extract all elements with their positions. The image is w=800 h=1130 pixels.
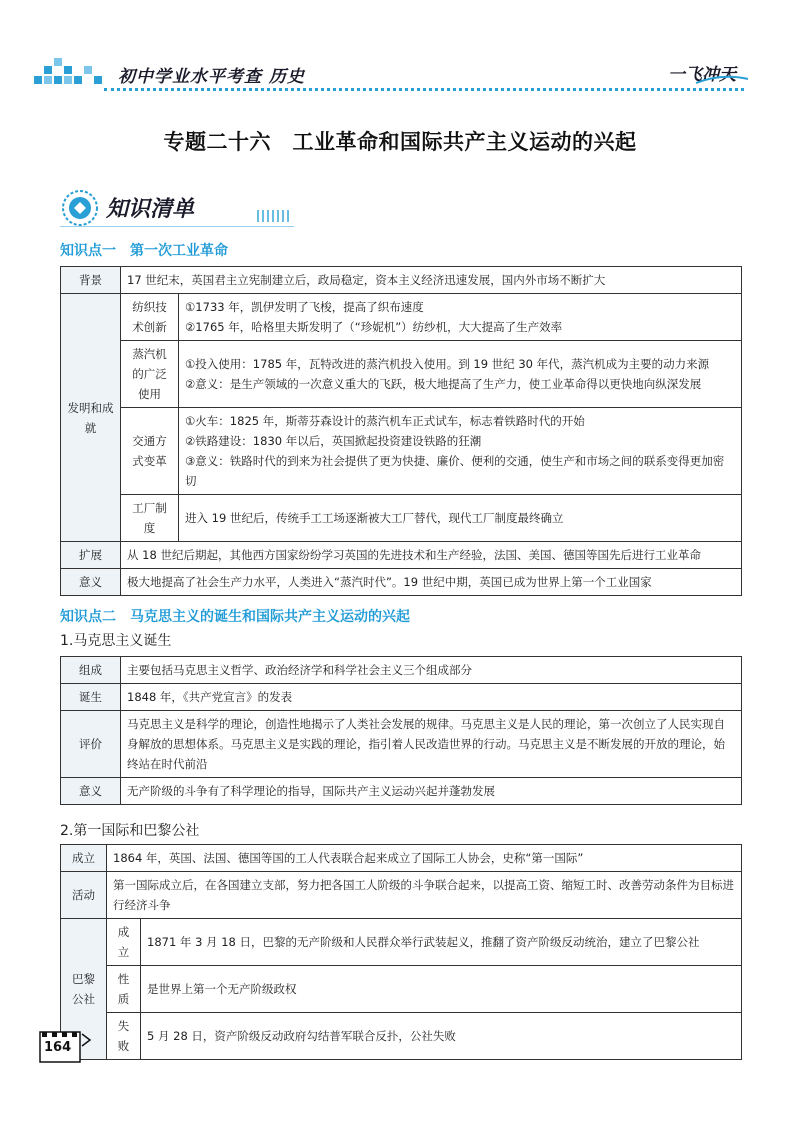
marx-table [60, 656, 742, 805]
page-title: 专题二十六 工业革命和国际共产主义运动的兴起 [163, 130, 637, 154]
row-text: 马克思主义是科学的理论，创造性地揭示了人类社会发展的规律。马克思主义是人民的理论，第一次创立了人民实现自身解放的思想体系。马克思主义是实践的理论，指引着人民改造世界的行动。马克思主义是不断发展的开放的理论，始终站在时代前沿 [121, 711, 742, 778]
row-label: 组成 [61, 657, 121, 684]
row-text: 1848 年，《共产党宣言》的发表 [121, 684, 742, 711]
intl-table [60, 844, 742, 1060]
row-label-commune: 巴黎公社 [61, 919, 107, 1060]
kp2-sub2: 2.第一国际和巴黎公社 [60, 823, 200, 839]
row-label-invention: 发明和成就 [61, 294, 121, 542]
section-badge-icon [60, 188, 100, 228]
row-text: 1864 年，英国、法国、德国等国的工人代表联合起来成立了国际工人协会，史称“第一国际” [107, 845, 742, 872]
line: ①火车：1825 年，斯蒂芬森设计的蒸汽机车正式试车，标志着铁路时代的开始 [185, 414, 585, 428]
row-sublabel: 工厂制度 [121, 495, 179, 542]
row-text [179, 408, 742, 495]
table-row [61, 341, 742, 408]
series-title: 初中学业水平考查 历史 [118, 67, 305, 87]
header-checker-icon [34, 58, 104, 90]
row-text: 无产阶级的斗争有了科学理论的指导，国际共产主义运动兴起并蓬勃发展 [121, 778, 742, 805]
table-row [61, 542, 742, 569]
line: ③意义：铁路时代的到来为社会提供了更为快捷、廉价、便利的交通，使生产和市场之间的联系变得更加密切 [185, 454, 725, 488]
line: ②铁路建设：1830 年以后，英国掀起投资建设铁路的狂潮 [185, 434, 482, 448]
row-label: 活动 [61, 872, 107, 919]
row-text: 第一国际成立后，在各国建立支部，努力把各国工人阶级的斗争联合起来，以提高工资、缩短工时、改善劳动条件为目标进行经济斗争 [107, 872, 742, 919]
kp1-heading: 知识点一 第一次工业革命 [60, 243, 228, 259]
row-text: 1871 年 3 月 18 日，巴黎的无产阶级和人民群众举行武装起义，推翻了资产阶级反动统治，建立了巴黎公社 [141, 919, 742, 966]
row-label: 成立 [61, 845, 107, 872]
line: ①1733 年，凯伊发明了飞梭，提高了织布速度 [185, 300, 424, 314]
table-row [61, 711, 742, 778]
row-label: 意义 [61, 569, 121, 596]
row-label: 扩展 [61, 542, 121, 569]
table-row [61, 919, 742, 966]
row-text: 17 世纪末，英国君主立宪制建立后，政局稳定，资本主义经济迅速发展，国内外市场不断扩大 [121, 267, 742, 294]
kp2-heading: 知识点二 马克思主义的诞生和国际共产主义运动的兴起 [60, 609, 410, 625]
section-ticks-icon [254, 210, 294, 222]
section-rule [60, 226, 294, 227]
table-row [61, 294, 742, 341]
row-label: 评价 [61, 711, 121, 778]
kp1-table [60, 266, 742, 596]
table-row [61, 657, 742, 684]
line: ①投入使用：1785 年，瓦特改进的蒸汽机投入使用。到 19 世纪 30 年代，蒸汽机成为主要的动力来源 [185, 357, 710, 371]
row-sublabel: 失败 [107, 1013, 141, 1060]
row-text: 是世界上第一个无产阶级政权 [141, 966, 742, 1013]
row-label: 背景 [61, 267, 121, 294]
header-rule [104, 88, 744, 91]
line: ②意义：是生产领域的一次意义重大的飞跃，极大地提高了生产力，使工业革命得以更快地向纵深发展 [185, 377, 702, 391]
row-text: 从 18 世纪后期起，其他西方国家纷纷学习英国的先进技术和生产经验，法国、美国、德国等国先后进行工业革命 [121, 542, 742, 569]
table-row [61, 778, 742, 805]
table-row [61, 569, 742, 596]
row-text: 5 月 28 日，资产阶级反动政府勾结普军联合反扑，公社失败 [141, 1013, 742, 1060]
table-row [61, 845, 742, 872]
row-sublabel: 交通方式变革 [121, 408, 179, 495]
page-number: 164 [44, 1040, 72, 1055]
table-row [61, 267, 742, 294]
row-label: 意义 [61, 778, 121, 805]
row-sublabel: 蒸汽机的广泛使用 [121, 341, 179, 408]
row-label: 诞生 [61, 684, 121, 711]
row-text [179, 341, 742, 408]
table-row [61, 684, 742, 711]
table-row [61, 1013, 742, 1060]
row-text [179, 294, 742, 341]
line: ②1765 年，哈格里夫斯发明了（“珍妮机”）纺纱机，大大提高了生产效率 [185, 320, 563, 334]
table-row [61, 408, 742, 495]
brand-swoosh-icon [694, 75, 750, 85]
row-sublabel: 性质 [107, 966, 141, 1013]
table-row [61, 966, 742, 1013]
row-sublabel: 纺织技术创新 [121, 294, 179, 341]
row-sublabel: 成立 [107, 919, 141, 966]
row-text: 极大地提高了社会生产力水平，人类进入“蒸汽时代”。19 世纪中期，英国已成为世界上第一个工业国家 [121, 569, 742, 596]
table-row [61, 495, 742, 542]
kp2-sub1: 1.马克思主义诞生 [60, 633, 172, 649]
brand-logo: 一飞冲天 [668, 65, 736, 85]
table-row [61, 872, 742, 919]
row-text: 进入 19 世纪后，传统手工工场逐渐被大工厂替代，现代工厂制度最终确立 [179, 495, 742, 542]
section-title: 知识清单 [106, 197, 195, 222]
row-text: 主要包括马克思主义哲学、政治经济学和科学社会主义三个组成部分 [121, 657, 742, 684]
